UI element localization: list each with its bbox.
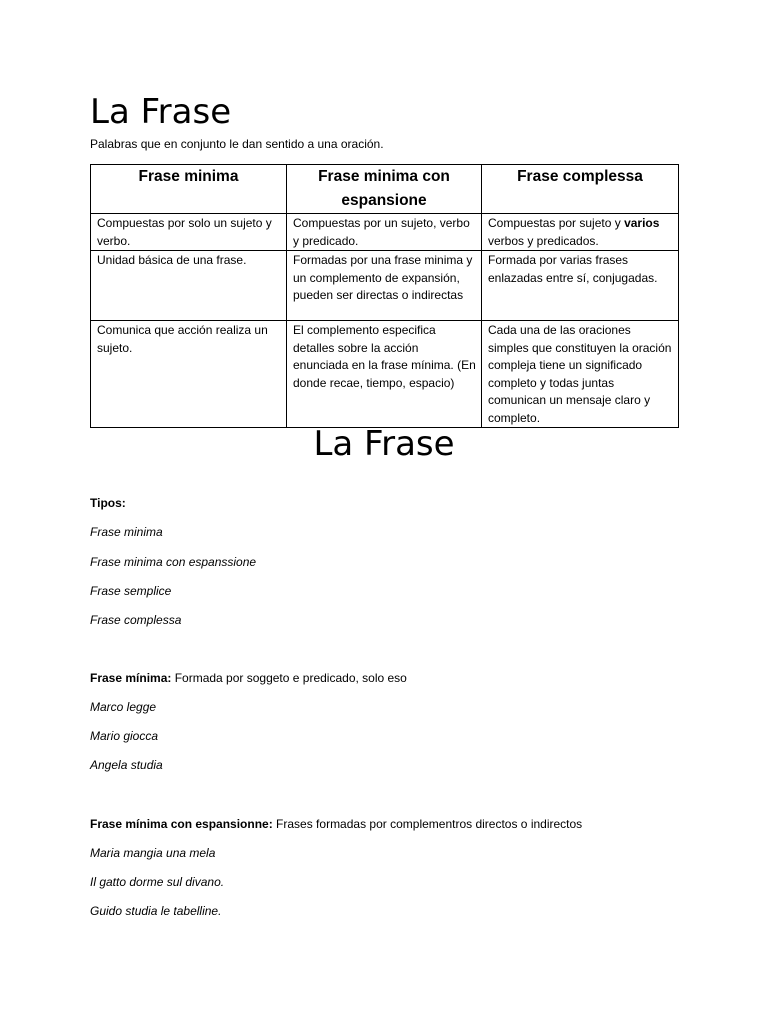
list-item: Frase minima con espanssione <box>90 555 257 569</box>
list-item: Frase semplice <box>90 584 172 598</box>
page-subtitle: Palabras que en conjunto le dan sentido a una oración. <box>90 137 384 151</box>
list-item: Frase complessa <box>90 613 182 627</box>
definition-minima <box>90 671 407 686</box>
definition-text: Frases formadas por complementros directos o indirectos <box>272 817 583 831</box>
definition-label: Frase mínima: <box>90 671 172 685</box>
cell-bold-text: varios <box>624 216 660 230</box>
table-header: Frase minima <box>91 165 287 214</box>
table-cell: Comunica que acción realiza un sujeto. <box>91 321 287 428</box>
table-row <box>91 214 679 251</box>
list-item: Frase minima <box>90 525 163 539</box>
tipos-label: Tipos: <box>90 496 126 510</box>
table-cell: Formadas por una frase minima y un complemento de expansión, pueden ser directas o indirectas <box>287 251 482 321</box>
section-title: La Frase <box>313 424 455 464</box>
table-header: Frase minima con espansione <box>287 165 482 214</box>
definition-text: Formada por soggeto e predicado, solo eso <box>171 671 407 685</box>
cell-text: Compuestas por sujeto y <box>488 216 625 230</box>
table-cell: Compuestas por solo un sujeto y verbo. <box>91 214 287 251</box>
table-cell: El complemento especifica detalles sobre la acción enunciada en la frase mínima. (En donde recae, tiempo, espacio) <box>287 321 482 428</box>
table-row <box>91 321 679 428</box>
definition-espansione <box>90 817 582 832</box>
cell-text: verbos y predicados. <box>488 233 599 248</box>
example-item: Marco legge <box>90 700 157 714</box>
example-item: Mario giocca <box>90 729 159 743</box>
table-cell: Cada una de las oraciones simples que constituyen la oración compleja tiene un significado completo y todas juntas comunican un mensaje claro y completo. <box>482 321 679 428</box>
example-item: Angela studia <box>90 758 163 772</box>
table-cell: Formada por varias frases enlazadas entre sí, conjugadas. <box>482 251 679 321</box>
table-cell <box>482 214 679 251</box>
table-header: Frase complessa <box>482 165 679 214</box>
example-item: Il gatto dorme sul divano. <box>90 875 225 889</box>
comparison-table <box>90 164 679 428</box>
example-item: Guido studia le tabelline. <box>90 904 222 918</box>
page-title: La Frase <box>90 92 232 132</box>
table-header-row <box>91 165 679 214</box>
table-cell: Compuestas por un sujeto, verbo y predicado. <box>287 214 482 251</box>
example-item: Maria mangia una mela <box>90 846 216 860</box>
table-row <box>91 251 679 321</box>
table-cell: Unidad básica de una frase. <box>91 251 287 321</box>
definition-label: Frase mínima con espansionne: <box>90 817 273 831</box>
